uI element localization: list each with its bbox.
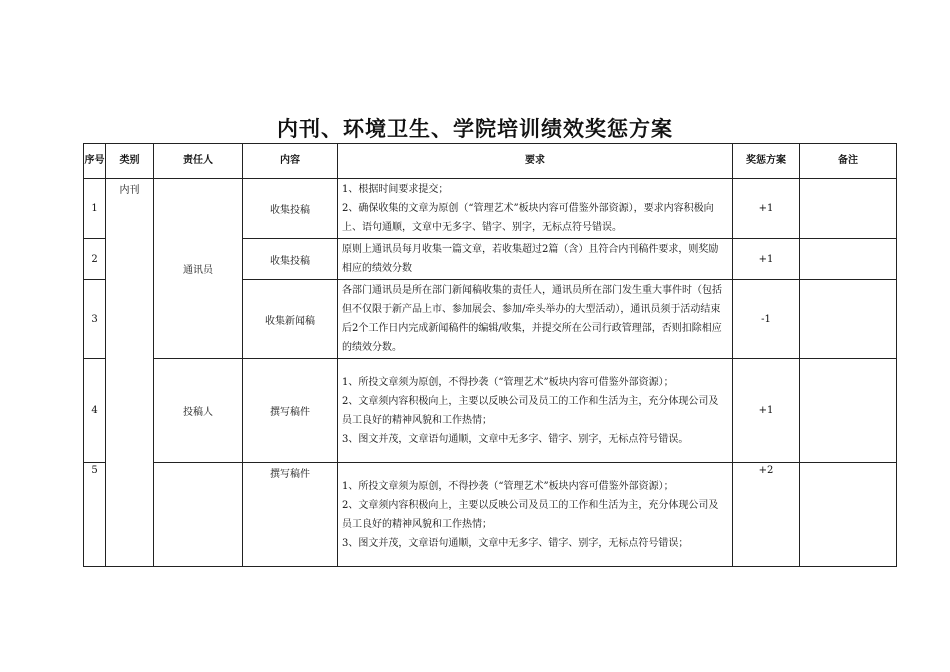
requirement-line: 2、文章须内容积极向上，主要以反映公司及员工的工作和生活为主，充分体现公司及员工良好的精神风貌和工作热情； (342, 395, 719, 426)
row-remark (800, 239, 897, 280)
table-row (84, 179, 897, 239)
requirement-line: 各部门通讯员是所在部门新闻稿收集的责任人，通讯员所在部门发生重大事件时（包括但不仅限于新产品上市、参加展会、参加/牵头举办的大型活动），通讯员须于活动结束后2个工作日内完成新闻稿件的编辑/收集，并提交所在公司行政管理部，否则扣除相应的绩效分数。 (342, 285, 722, 353)
row-reward: +1 (733, 359, 800, 463)
row-remark (800, 280, 897, 359)
requirement-line: 原则上通讯员每月收集一篇文章，若收集超过2篇（含）且符合内刊稿件要求，则奖励相应的绩效分数 (342, 244, 719, 274)
requirement-line: 2、确保收集的文章为原创（“管理艺术”板块内容可借鉴外部资源），要求内容积极向上、语句通顺，文章中无多字、错字、别字，无标点符号错误。 (342, 203, 714, 233)
header-content: 内容 (243, 144, 338, 179)
requirement-line: 3、图文并茂，文章语句通顺，文章中无多字、错字、别字，无标点符号错误。 (342, 433, 689, 445)
requirement-line: 1、根据时间要求提交； (342, 184, 449, 195)
header-requirement: 要求 (338, 144, 733, 179)
row-seq: 1 (84, 179, 106, 239)
table-row (84, 359, 897, 463)
person-cell-empty (154, 463, 243, 567)
row-seq: 5 (84, 463, 106, 567)
requirement-line: 3、图文并茂，文章语句通顺，文章中无多字、错字、别字，无标点符号错误； (342, 537, 689, 549)
row-seq: 2 (84, 239, 106, 280)
header-remark: 备注 (800, 144, 897, 179)
person-cell: 投稿人 (154, 359, 243, 463)
row-content: 收集投稿 (243, 239, 338, 280)
row-reward: +2 (733, 463, 800, 567)
table-row (84, 463, 897, 567)
row-remark (800, 179, 897, 239)
row-reward: +1 (733, 239, 800, 280)
row-requirement (338, 280, 733, 359)
row-requirement (338, 359, 733, 463)
header-row (84, 144, 897, 179)
row-requirement (338, 239, 733, 280)
row-content: 撰写稿件 (243, 359, 338, 463)
row-requirement (338, 179, 733, 239)
header-reward: 奖惩方案 (733, 144, 800, 179)
person-cell: 通讯员 (154, 179, 243, 359)
header-category: 类别 (106, 144, 154, 179)
row-requirement (338, 463, 733, 567)
row-remark (800, 463, 897, 567)
performance-table (83, 143, 897, 567)
row-content: 收集新闻稿 (243, 280, 338, 359)
header-person: 责任人 (154, 144, 243, 179)
requirement-line: 1、所投文章须为原创，不得抄袭（“管理艺术”板块内容可借鉴外部资源）； (342, 480, 674, 492)
category-cell: 内刊 (106, 179, 154, 567)
row-seq: 3 (84, 280, 106, 359)
row-remark (800, 359, 897, 463)
requirement-line: 1、所投文章须为原创，不得抄袭（“管理艺术”板块内容可借鉴外部资源）； (342, 376, 674, 388)
row-reward: +1 (733, 179, 800, 239)
row-content: 撰写稿件 (243, 463, 338, 567)
document-title: 内刊、环境卫生、学院培训绩效奖惩方案 (277, 116, 673, 141)
row-reward: -1 (733, 280, 800, 359)
row-seq: 4 (84, 359, 106, 463)
header-seq: 序号 (84, 144, 106, 179)
requirement-line: 2、文章须内容积极向上，主要以反映公司及员工的工作和生活为主，充分体现公司及员工良好的精神风貌和工作热情； (342, 499, 719, 530)
row-content: 收集投稿 (243, 179, 338, 239)
